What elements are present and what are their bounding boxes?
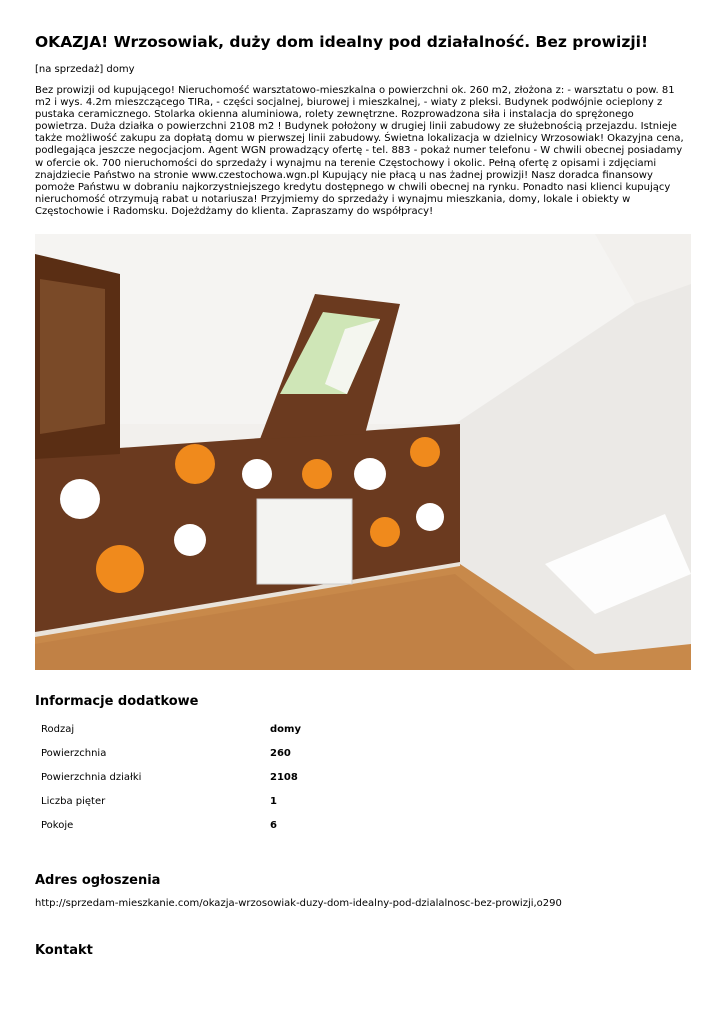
listing-title: OKAZJA! Wrzosowiak, duży dom idealny pod działalność. Bez prowizji! [35, 33, 649, 51]
info-row [35, 768, 691, 788]
info-row [35, 744, 691, 764]
info-row [35, 720, 691, 740]
info-value: 260 [270, 748, 291, 759]
address-heading: Adres ogłoszenia [35, 873, 161, 888]
info-value: 2108 [270, 772, 298, 783]
info-value: 6 [270, 820, 277, 831]
listing-url[interactable]: http://sprzedam-mieszkanie.com/okazja-wrzosowiak-duzy-dom-idealny-pod-dzialalnosc-bez-prowizji,o290 [35, 898, 562, 909]
info-label: Powierzchnia [41, 748, 107, 759]
property-photo [35, 234, 691, 670]
listing-category: [na sprzedaż] domy [35, 64, 135, 75]
info-row [35, 816, 691, 836]
info-label: Liczba pięter [41, 796, 106, 807]
info-label: Pokoje [41, 820, 74, 831]
info-row [35, 792, 691, 812]
listing-description: Bez prowizji od kupującego! Nieruchomość warsztatowo-mieszkalna o powierzchni ok. 260 m2, złożona z: - warsztatu o pow. 81 m2 i wys. 4.2m mieszczącego TIRa, - części socjalnej, biurowej i mieszkalnej, - wiaty z pleksi. Budynek podwójnie ocieplony z pustaka ceramicznego. Stolarka okienna aluminiowa, rolety zewnętrzne. Rozprowadzona siła i instalacja do sprężonego powietrza. Duża działka o powierzchni 2108 m2 ! Budynek położony w drugiej linii zabudowy ze służebnością przejazdu. Istnieje także możliwość zakupu za dopłatą domu w pierwszej linii zabudowy. Świetna lokalizacja w dzielnicy Wrzosowiak! Okazyjna cena, podlegająca jeszcze negocjacjom. Agent WGN prowadzący ofertę - tel. 883 - pokaż numer telefonu - W chwili obecnej posiadamy w ofercie ok. 700 nieruchomości do sprzedaży i wynajmu na terenie Częstochowy i okolic. Pełną ofertę z opisami i zdjęciami znajdziecie Państwo na stronie www.czestochowa.wgn.pl Kupujący nie płacą u nas żadnej prowizji! Nasz doradca finansowy pomoże Państwu w dobraniu najkorzystniejszego kredytu dostępnego w chwili obecnej na rynku. Ponadto nasi klienci kupujący nieruchomość otrzymują rabat u notariusza! Przyjmiemy do sprzedaży i wynajmu mieszkania, domy, lokale i obiekty w Częstochowie i Radomsku. Dojeżdżamy do klienta. Zapraszamy do współpracy! [35, 85, 684, 217]
info-label: Rodzaj [41, 724, 75, 735]
info-value: 1 [270, 796, 277, 807]
info-value: domy [270, 724, 301, 735]
info-heading: Informacje dodatkowe [35, 694, 199, 709]
contact-heading: Kontakt [35, 943, 93, 958]
info-label: Powierzchnia działki [41, 772, 142, 783]
